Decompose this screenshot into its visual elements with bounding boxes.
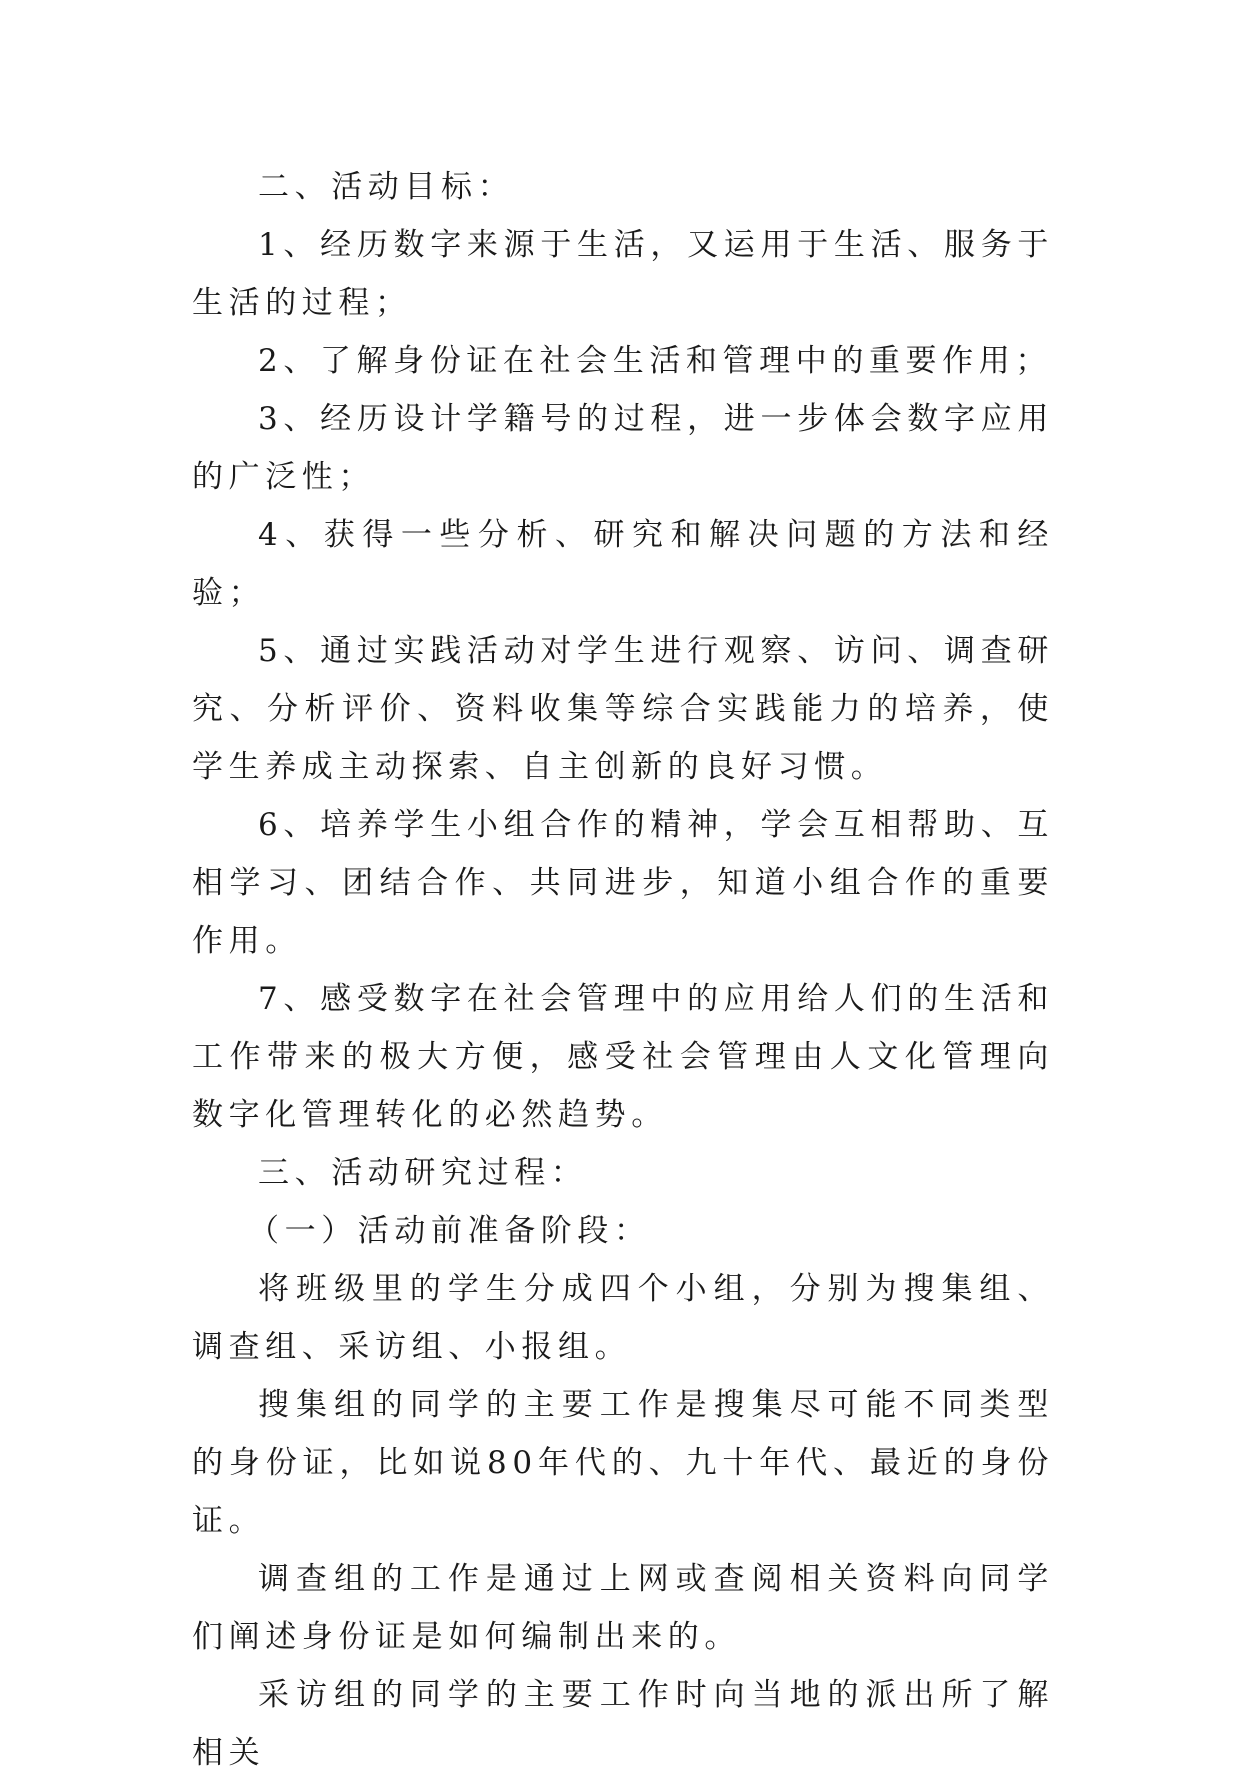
goal-item-1: 1、经历数字来源于生活，又运用于生活、服务于生活的过程； (192, 227, 1054, 321)
body-paragraph-survey-group: 调查组的工作是通过上网或查阅相关资料向同学们阐述身份证是如何编制出来的。 (192, 1561, 1054, 1655)
goal-item-2: 2、了解身份证在社会生活和管理中的重要作用； (258, 343, 1052, 379)
body-paragraph-collection-group: 搜集组的同学的主要工作是搜集尽可能不同类型的身份证，比如说80年代的、九十年代、最近的身份证。 (192, 1387, 1054, 1539)
goal-item-6: 6、培养学生小组合作的精神，学会互相帮助、互相学习、团结合作、共同进步，知道小组合作的重要作用。 (192, 807, 1054, 959)
body-paragraph-interview-group: 采访组的同学的主要工作时向当地的派出所了解相关 (192, 1677, 1054, 1771)
goal-item-5: 5、通过实践活动对学生进行观察、访问、调查研究、分析评价、资料收集等综合实践能力的培养，使学生养成主动探索、自主创新的良好习惯。 (192, 633, 1054, 785)
goal-item-7: 7、感受数字在社会管理中的应用给人们的生活和工作带来的极大方便，感受社会管理由人文化管理向数字化管理转化的必然趋势。 (192, 981, 1054, 1133)
goal-item-3: 3、经历设计学籍号的过程，进一步体会数字应用的广泛性； (192, 401, 1054, 495)
section-heading-research-process: 三、活动研究过程： (258, 1155, 588, 1191)
section-heading-activity-goals: 二、活动目标： (258, 169, 515, 205)
body-paragraph-groups: 将班级里的学生分成四个小组，分别为搜集组、调查组、采访组、小报组。 (192, 1271, 1054, 1365)
document-body (192, 158, 1054, 1782)
goal-item-4: 4、获得一些分析、研究和解决问题的方法和经验； (192, 517, 1054, 611)
sub-heading-preparation-stage: （一）活动前准备阶段： (248, 1213, 651, 1249)
